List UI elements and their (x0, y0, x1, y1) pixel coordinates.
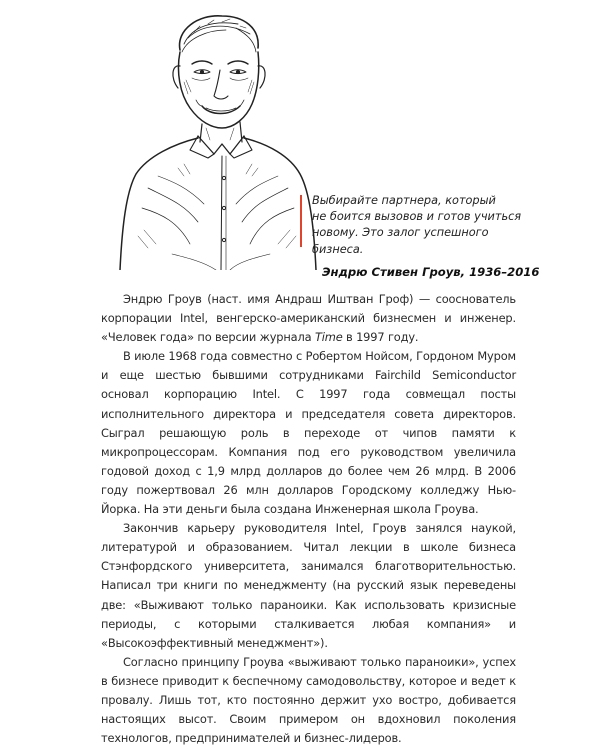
quote-accent-bar (300, 195, 302, 247)
quote-line: Выбирайте партнера, который (312, 194, 496, 207)
magazine-title: Time (314, 330, 343, 345)
quote-line: не боится вызовов и готов учиться (312, 210, 522, 224)
article-paragraph: В июле 1968 года совместно с Робертом Нойсом, Гордоном Муром и еще шестью бывшими сотрудниками Fairchild Semiconductor основал корпорацию Intel. С 1997 года совмещал посты исполнительного директора и председателя совета директоров. Сыграл решающую роль в переходе от чипов памяти к микропроцессорам. Компания под его руководством увеличила годовой доход с 1,9 млрд долларов до более чем 26 млрд. В 2006 году пожертвовал 26 млн долларов Городскому колледжу Нью-Йорка. На эти деньги была создана Инженерная школа Гроува. (101, 349, 516, 517)
quote-text (312, 193, 532, 258)
article-paragraph: Эндрю Гроув (наст. имя Андраш Иштван Гроф) — сооснователь корпорации Intel, венгерско-американский бизнесмен и инженер. «Человек года» по версии журнала Time в 1997 году. (101, 292, 516, 345)
quote-author: Эндрю Стивен Гроув, 1936–2016 (322, 264, 540, 279)
quote-line: новому. Это залог успешного бизнеса. (312, 226, 489, 256)
article-body (101, 290, 516, 748)
quote-block (300, 193, 540, 279)
article-paragraph: Согласно принципу Гроува «выживают только параноики», успех в бизнесе приводит к беспечному самодовольству, которое и ведет к провалу. Лишь тот, кто постоянно держит ухо востро, добивается настоящих высот. Своим примером он вдохновил поколения технологов, предпринимателей и бизнес-лидеров. (101, 654, 516, 746)
portrait-illustration (118, 8, 318, 270)
article-paragraph: Закончив карьеру руководителя Intel, Гроув занялся наукой, литературой и образованием. Читал лекции в школе бизнеса Стэнфордского университета, занимался благотворительностью. Написал три книги по менеджменту (на русский язык переведены две: «Выживают только параноики. Как использовать кризисные периоды, с которыми сталкивается любая компания» и «Высокоэффективный менеджмент»). (101, 521, 516, 650)
